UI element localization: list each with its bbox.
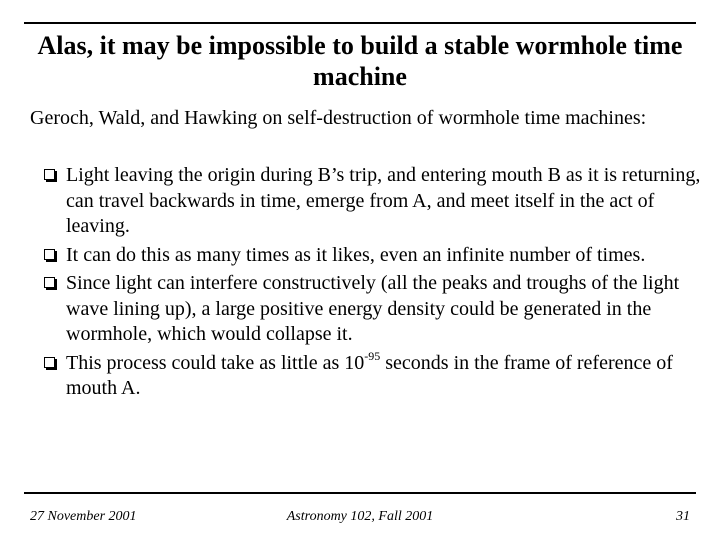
bottom-rule: [24, 492, 696, 494]
bullet-text-after: seconds in the frame of reference of mouth A.: [66, 351, 673, 399]
bullet-text: [66, 348, 673, 400]
footer-course: Astronomy 102, Fall 2001: [286, 509, 434, 524]
bullet-text-before: This process could take as little as 10: [66, 351, 365, 374]
top-rule: [24, 22, 696, 24]
bullet-list: [44, 163, 704, 405]
bullet-text: Light leaving the origin during B’s trip, and entering mouth B as it is returning, can travel backwards in time, emerge from A, and meet itself in the act of leaving.: [66, 164, 701, 237]
checkbox-bullet-icon: [44, 169, 55, 180]
intro-text: Geroch, Wald, and Hawking on self-destruction of wormhole time machines:: [30, 107, 647, 129]
exponent: -95: [364, 348, 381, 363]
checkbox-bullet-icon: [44, 249, 55, 260]
footer-date: 27 November 2001: [30, 509, 137, 524]
footer-page-number: 31: [676, 509, 690, 524]
bullet-text: Since light can interfere constructively (all the peaks and troughs of the light wave lining up), a large positive energy density could be generated in the wormhole, which would collapse it.: [66, 272, 680, 345]
bullet-item: [44, 243, 704, 269]
bullet-item: [44, 163, 704, 240]
bullet-text: It can do this as many times as it likes, even an infinite number of times.: [66, 243, 646, 266]
checkbox-bullet-icon: [44, 357, 55, 368]
checkbox-bullet-icon: [44, 277, 55, 288]
slide-title: Alas, it may be impossible to build a stable wormhole time machine: [37, 31, 683, 91]
bullet-item: [44, 271, 704, 348]
bullet-item: [44, 348, 704, 402]
